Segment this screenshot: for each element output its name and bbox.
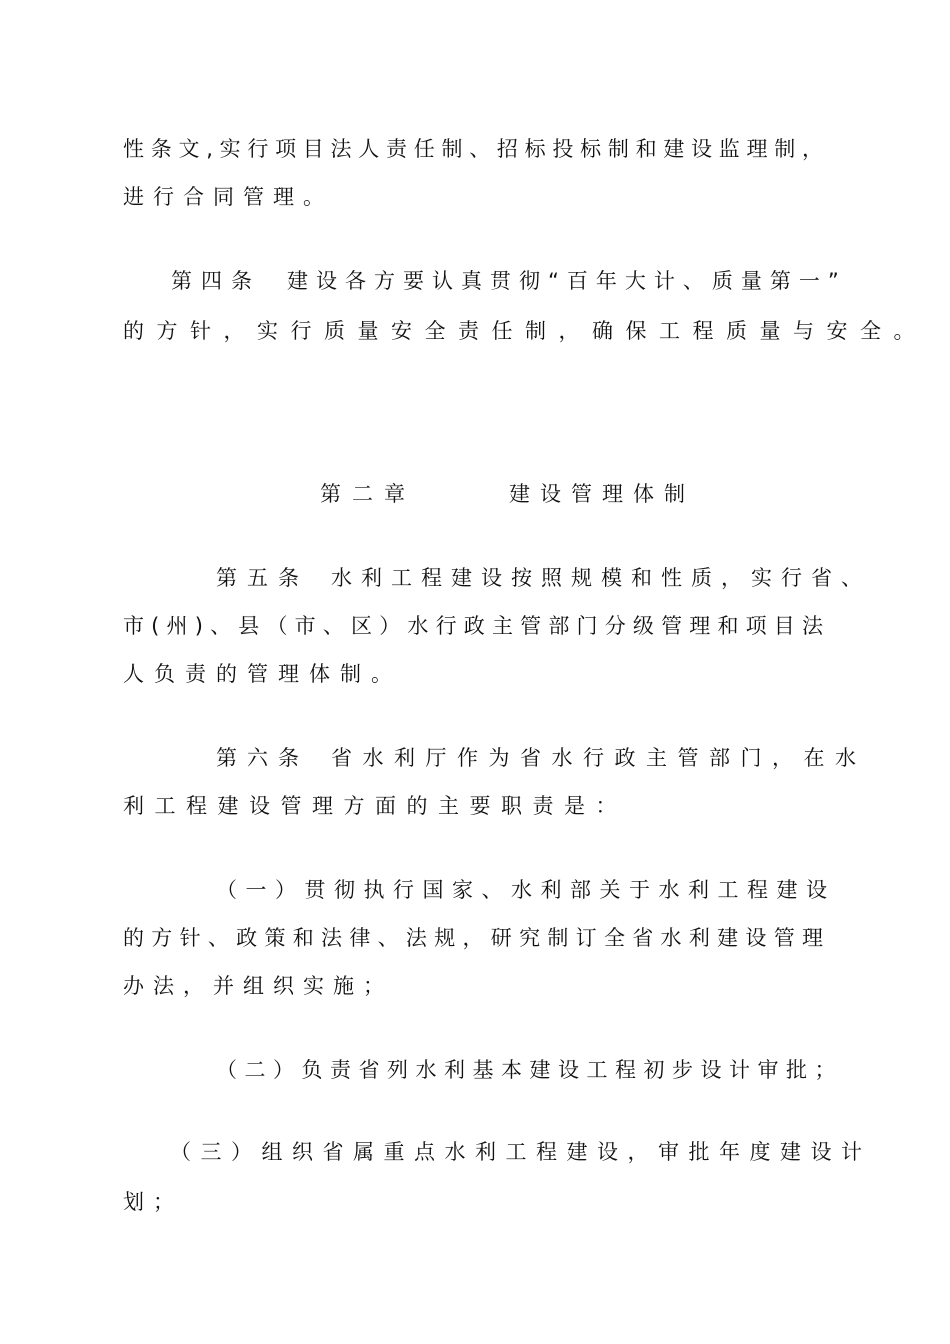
chapter-number: 第二章 — [320, 482, 416, 506]
list-item-line: 划； — [123, 1190, 183, 1214]
chapter-title: 建设管理体制 — [509, 482, 695, 506]
list-item-line: 的方针、政策和法律、法规，研究制订全省水利建设管理 — [123, 926, 823, 950]
paragraph-line: 水利工程建设按照规模和性质，实行省、 — [331, 566, 871, 590]
list-item-line: （三）组织省属重点水利工程建设，审批年度建设计 — [170, 1140, 872, 1164]
paragraph-line: 市(州)、县（市、区）水行政主管部门分级管理和项目法 — [123, 614, 823, 638]
list-item-line: （一）贯彻执行国家、水利部关于水利工程建设 — [216, 878, 836, 902]
article-label: 第六条 — [216, 746, 309, 770]
article-label: 第五条 — [216, 566, 309, 590]
paragraph-line: 建设各方要认真贯彻“百年大计、质量第一” — [287, 269, 847, 293]
paragraph-line: 的方针，实行质量安全责任制，确保工程质量与安全。 — [123, 319, 927, 343]
paragraph-line: 省水利厅作为省水行政主管部门，在水 — [331, 746, 867, 770]
article-label: 第四条 — [171, 269, 261, 293]
paragraph-line: 进行合同管理。 — [123, 185, 333, 209]
paragraph-line: 人负责的管理体制。 — [123, 662, 402, 686]
paragraph-line: 利工程建设管理方面的主要职责是： — [123, 794, 627, 818]
paragraph-line: 性条文,实行项目法人责任制、招标投标制和建设监理制， — [123, 137, 823, 161]
list-item-line: （二）负责省列水利基本建设工程初步设计审批； — [216, 1058, 843, 1082]
list-item-line: 办法，并组织实施； — [123, 974, 393, 998]
